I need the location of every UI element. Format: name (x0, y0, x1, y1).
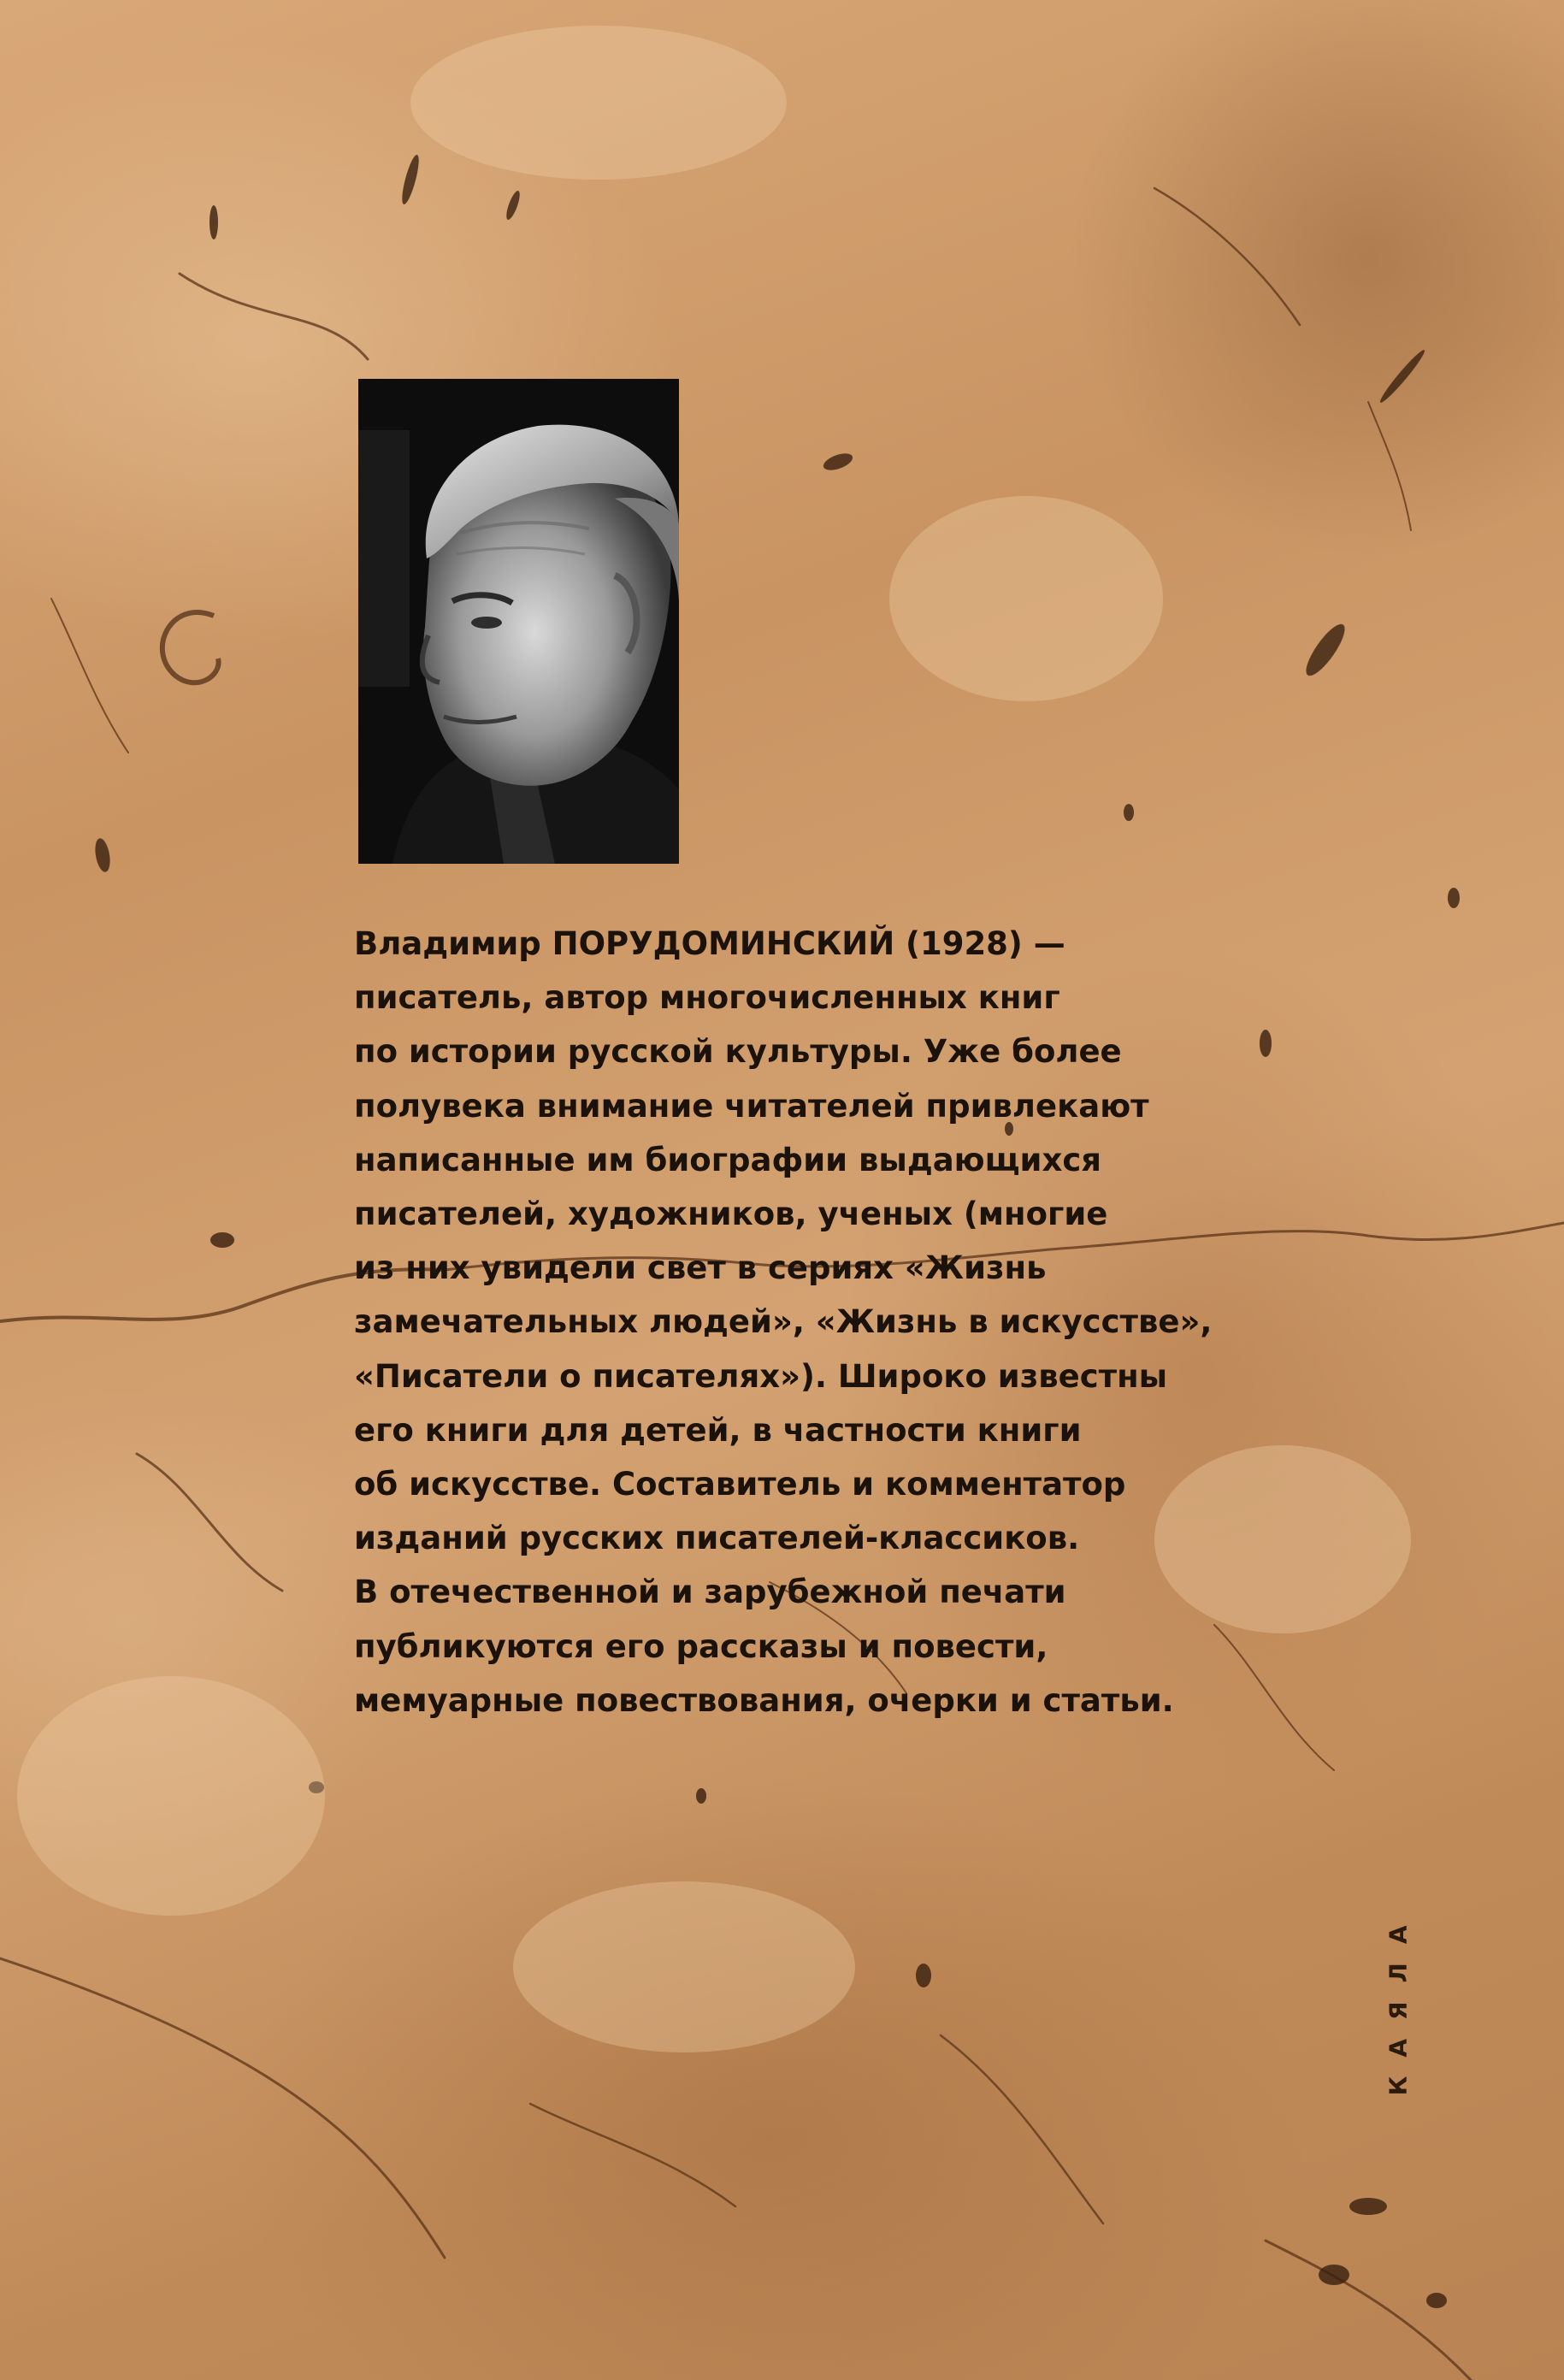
bio-line-1: Владимир ПОРУДОМИНСКИЙ (1928) — (354, 925, 1065, 962)
bio-line-4: полувека внимание читателей привлекают (354, 1087, 1149, 1125)
bio-line-8: замечательных людей», «Жизнь в искусстве», (354, 1303, 1213, 1341)
bio-line-3: по истории русской культуры. Уже более (354, 1033, 1122, 1071)
bio-line-6: писателей, художников, ученых (многие (354, 1196, 1108, 1233)
bio-line-5: написанные им биографии выдающихся (354, 1141, 1102, 1178)
author-biography (354, 917, 1213, 1727)
bio-line-7: из них увидели свет в сериях «Жизнь (354, 1249, 1047, 1287)
bio-line-9: «Писатели о писателях»). Широко известны (354, 1357, 1168, 1395)
bio-line-14: публикуются его рассказы и повести, (354, 1627, 1048, 1665)
publisher-logo (1377, 1890, 1419, 2112)
author-photo (358, 379, 679, 864)
bio-line-11: об искусстве. Составитель и комментатор (354, 1466, 1126, 1503)
publisher-name: КАЯЛА (1384, 1906, 1413, 2096)
bio-line-15: мемуарные повествования, очерки и статьи. (354, 1681, 1174, 1719)
bio-line-13: В отечественной и зарубежной печати (354, 1574, 1066, 1611)
bio-line-2: писатель, автор многочисленных книг (354, 979, 1060, 1017)
bio-line-10: его книги для детей, в частности книги (354, 1411, 1082, 1449)
bio-line-12: изданий русских писателей-классиков. (354, 1520, 1080, 1557)
author-portrait (358, 379, 679, 864)
